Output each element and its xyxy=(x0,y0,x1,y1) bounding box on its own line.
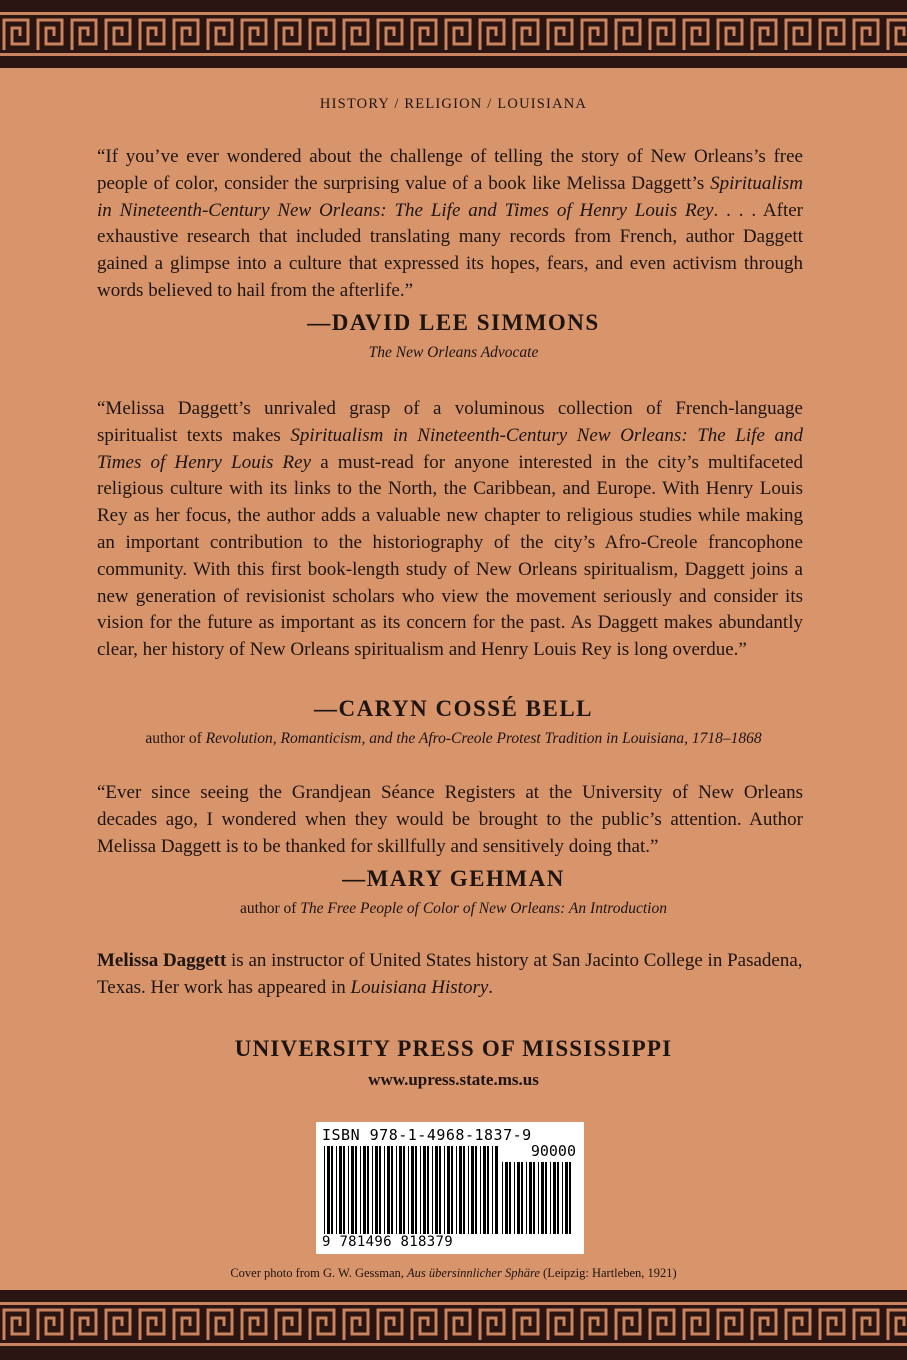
meander-pattern-bottom xyxy=(0,1290,907,1360)
barcode-bar xyxy=(447,1146,450,1234)
barcode-bar xyxy=(451,1146,453,1234)
barcode-bar xyxy=(403,1146,405,1234)
price-code: 90000 xyxy=(530,1142,576,1160)
reviewer-name-1: —DAVID LEE SIMMONS xyxy=(307,310,600,335)
barcode-bar xyxy=(396,1146,397,1234)
isbn-text: ISBN 978-1-4968-1837-9 xyxy=(322,1126,532,1144)
reviewer-name-2: —CARYN COSSÉ BELL xyxy=(313,696,594,721)
barcode-bar xyxy=(517,1162,520,1234)
barcode-bar xyxy=(379,1146,381,1234)
author-name: Melissa Daggett xyxy=(97,950,227,971)
barcode-bar xyxy=(529,1162,532,1234)
barcode-bar xyxy=(550,1162,551,1234)
barcode-bar xyxy=(415,1146,417,1234)
barcode-bar xyxy=(363,1146,366,1234)
barcode-bar xyxy=(336,1146,337,1234)
barcode-bar xyxy=(408,1146,409,1234)
barcode-bar xyxy=(331,1146,333,1234)
barcode-bar xyxy=(355,1146,357,1234)
barcode-bar xyxy=(439,1146,441,1234)
barcode-bar xyxy=(375,1146,378,1234)
barcode-bar xyxy=(569,1162,571,1234)
barcode-bar xyxy=(384,1146,385,1234)
publisher-website[interactable]: www.upress.state.ms.us xyxy=(368,1070,539,1089)
barcode-bar xyxy=(463,1146,465,1234)
barcode-bar xyxy=(411,1146,414,1234)
barcode-bar xyxy=(420,1146,421,1234)
barcode-bar xyxy=(399,1146,402,1234)
cover-photo-credit: Cover photo from G. W. Gessman, Aus übersinnlicher Sphäre (Leipzig: Hartleben, 1921) xyxy=(230,1266,677,1280)
barcode-bar xyxy=(492,1146,493,1234)
barcode-bar xyxy=(459,1146,462,1234)
author-bio: Melissa Daggett is an instructor of United States history at San Jacinto College in Pasadena, Texas. Her work has appeared in Louisiana History. xyxy=(97,950,803,998)
barcode-bar xyxy=(327,1146,330,1234)
ean-digits: 9 781496 818379 xyxy=(322,1234,453,1250)
barcode-bar xyxy=(521,1162,523,1234)
barcode-bar xyxy=(541,1162,544,1234)
barcode-bar xyxy=(343,1146,345,1234)
barcode-bar xyxy=(387,1146,390,1234)
barcode-bar xyxy=(324,1146,325,1234)
barcode-bar xyxy=(533,1162,535,1234)
reviewer-source-3: author of The Free People of Color of New Orleans: An Introduction xyxy=(240,900,667,917)
barcode-bar xyxy=(372,1146,373,1234)
barcode-bar xyxy=(538,1162,539,1234)
barcode-bar xyxy=(471,1146,474,1234)
barcode-bar xyxy=(509,1162,511,1234)
barcode-bar xyxy=(526,1162,527,1234)
barcode-bar xyxy=(495,1146,498,1234)
top-meander-band xyxy=(0,0,907,68)
bottom-meander-band xyxy=(0,1290,907,1360)
meander-pattern-top xyxy=(0,0,907,68)
reviewer-source-1: The New Orleans Advocate xyxy=(368,344,539,361)
barcode-bar xyxy=(487,1146,489,1234)
ean-bars xyxy=(324,1146,500,1234)
barcode-bar xyxy=(456,1146,457,1234)
barcode-bar xyxy=(360,1146,361,1234)
barcode-bar xyxy=(514,1162,515,1234)
review-quote-2: “Melissa Daggett’s unrivaled grasp of a voluminous collection of French-language spiritualist texts makes Spiritualism in Nineteenth-Century New Orleans: The Life and Times of Henry Louis Rey a must-read for anyone interested in the city’s multifaceted religious culture with its links to the North, the Caribbean, and Europe. With Henry Louis Rey as her focus, the author adds a valuable new chapter to religious studies while making an important contribution to the historiography of the city’s Afro-Creole francophone community. With this first book-length study of New Orleans spiritualism, Daggett joins a new generation of revisionist scholars who view the movement seriously and consider its vision for the future as important as its concern for the past. As Daggett makes abundantly clear, her history of New Orleans spiritualism and Henry Louis Rey is long overdue.” xyxy=(97,398,804,661)
barcode-bar xyxy=(348,1146,349,1234)
publisher-name: UNIVERSITY PRESS OF MISSISSIPPI xyxy=(234,1036,673,1061)
barcode-bar xyxy=(444,1146,445,1234)
barcode-bar xyxy=(505,1162,508,1234)
barcode-bar xyxy=(502,1162,503,1234)
isbn-barcode xyxy=(316,1122,584,1254)
barcode-bar xyxy=(562,1162,563,1234)
barcode-bar xyxy=(339,1146,342,1234)
barcode-bar xyxy=(435,1146,438,1234)
reviewer-name-3: —MARY GEHMAN xyxy=(342,866,565,891)
barcode-bar xyxy=(427,1146,429,1234)
barcode-bar xyxy=(483,1146,486,1234)
barcode-bar xyxy=(480,1146,481,1234)
barcode-bar xyxy=(553,1162,556,1234)
barcode-bar xyxy=(351,1146,354,1234)
barcode-bar xyxy=(423,1146,426,1234)
barcode-bar xyxy=(468,1146,469,1234)
barcode-bar xyxy=(475,1146,477,1234)
reviewer-source-2: author of Revolution, Romanticism, and the Afro-Creole Protest Tradition in Louisiana, 1718–1868 xyxy=(145,730,762,747)
barcode-bar xyxy=(432,1146,433,1234)
addon-bars xyxy=(502,1162,576,1234)
review-quote-3: “Ever since seeing the Grandjean Séance Registers at the University of New Orleans decades ago, I wondered when they would be brought to the public’s attention. Author Melissa Daggett is to be thanked for skillfully and sensitively doing that.” xyxy=(97,782,803,857)
barcode-bar xyxy=(367,1146,369,1234)
barcode-bar xyxy=(545,1162,547,1234)
review-quote-1: “If you’ve ever wondered about the challenge of telling the story of New Orleans’s free people of color, consider the surprising value of a book like Melissa Daggett’s Spiritualism in Nineteenth-Century New Orleans: The Life and Times of Henry Louis Rey. . . . After exhaustive research that included translating many records from French, author Daggett gained a glimpse into a culture that expressed its hopes, fears, and even activism through words believed to hail from the afterlife.” xyxy=(97,146,803,301)
barcode-bar xyxy=(565,1162,568,1234)
category-label: HISTORY / RELIGION / LOUISIANA xyxy=(319,96,588,112)
barcode-bar xyxy=(391,1146,393,1234)
barcode-bar xyxy=(557,1162,559,1234)
